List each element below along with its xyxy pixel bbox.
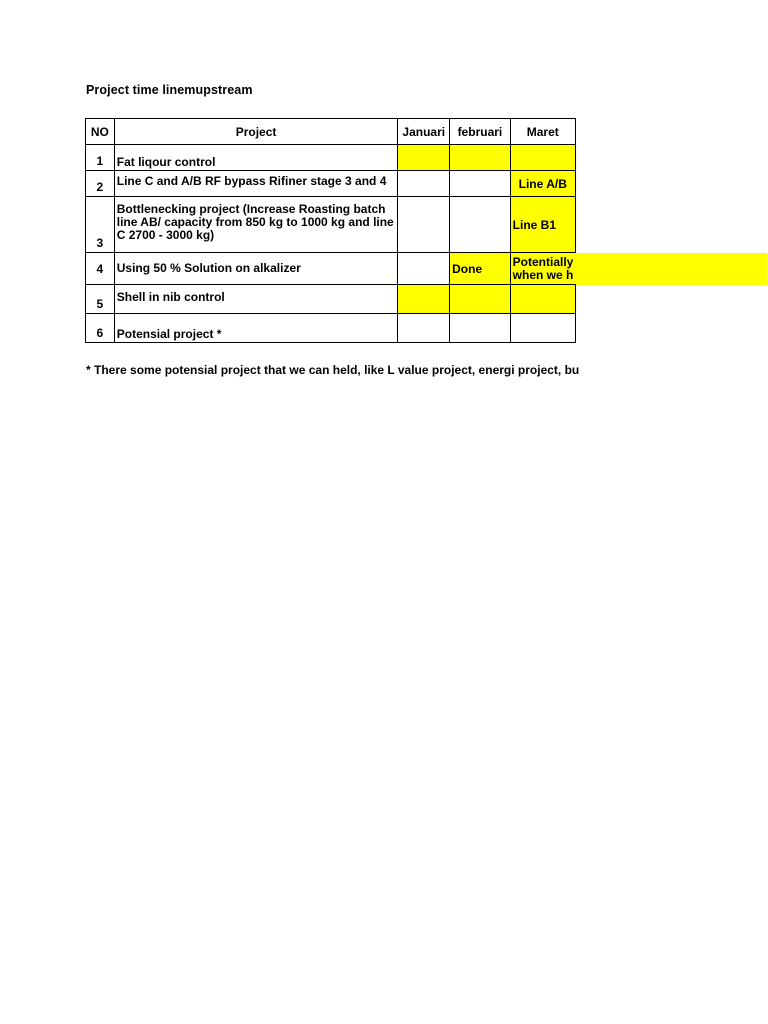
cell-februari (450, 145, 511, 171)
row-number: 3 (86, 197, 115, 253)
maret-note-line1: Potentially (512, 255, 574, 269)
cell-maret (510, 285, 575, 314)
cell-januari (398, 171, 450, 197)
cell-februari (450, 171, 511, 197)
table-row (86, 314, 768, 343)
cell-maret (510, 253, 575, 285)
header-row (86, 119, 768, 145)
row-number: 6 (86, 314, 115, 343)
footnote: * There some potensial project that we can held, like L value project, energi project, bu (86, 363, 580, 377)
cell-februari (450, 197, 511, 253)
row-number: 4 (86, 253, 115, 285)
header-februari: februari (450, 119, 511, 145)
overflow-highlight (575, 253, 767, 285)
project-timeline-table (85, 118, 768, 348)
header-no: NO (86, 119, 115, 145)
table-row (86, 253, 768, 285)
cell-januari (398, 314, 450, 343)
header-januari: Januari (398, 119, 450, 145)
table-row (86, 171, 768, 197)
cell-maret (510, 314, 575, 343)
row-number: 5 (86, 285, 115, 314)
cell-januari (398, 145, 450, 171)
cell-februari (450, 314, 511, 343)
header-project: Project (114, 119, 398, 145)
row-number: 2 (86, 171, 115, 197)
cell-maret (510, 145, 575, 171)
cell-februari (450, 285, 511, 314)
row-number: 1 (86, 145, 115, 171)
cell-januari (398, 197, 450, 253)
sheet-title: Project time linemupstream (86, 83, 253, 97)
cell-maret: Line A/B (510, 171, 575, 197)
maret-note-line2: when we h (512, 267, 574, 282)
table-row (86, 197, 768, 253)
cell-maret: Line B1 (510, 197, 575, 253)
table-row (86, 285, 768, 314)
project-name: Potensial project * (114, 314, 398, 343)
cell-januari (398, 285, 450, 314)
header-maret: Maret (510, 119, 575, 145)
project-name: Using 50 % Solution on alkalizer (114, 253, 398, 285)
project-name: Line C and A/B RF bypass Rifiner stage 3 and 4 (114, 171, 398, 197)
project-name: Shell in nib control (114, 285, 398, 314)
cell-februari: Done (450, 253, 511, 285)
project-name: Fat liqour control (114, 145, 398, 171)
table-row (86, 145, 768, 171)
cell-januari (398, 253, 450, 285)
project-name: Bottlenecking project (Increase Roasting batch line AB/ capacity from 850 kg to 1000 kg and line C 2700 - 3000 kg) (114, 197, 398, 253)
